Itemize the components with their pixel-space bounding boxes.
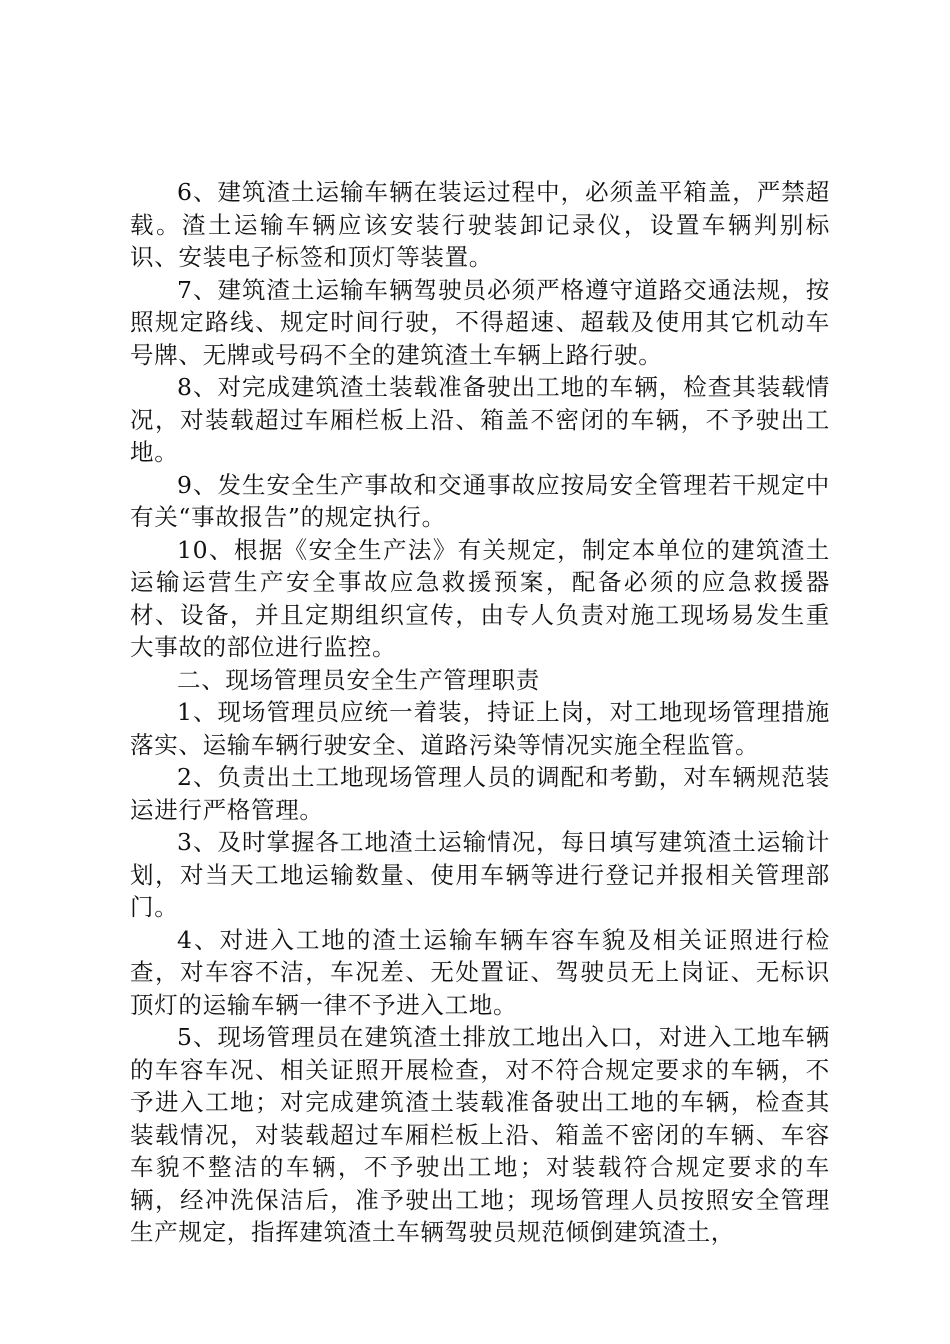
section-heading: 二、现场管理员安全生产管理职责	[177, 665, 540, 694]
paragraph-item-7: 7、建筑渣土运输车辆驾驶员必须严格遵守道路交通法规，按照规定路线、规定时间行驶，不得超速、超载及使用其它机动车号牌、无牌或号码不全的建筑渣土车辆上路行驶。	[130, 275, 830, 369]
paragraph-item-6: 6、建筑渣土运输车辆在装运过程中，必须盖平箱盖，严禁超载。渣土运输车辆应该安装行驶装卸记录仪，设置车辆判别标识、安装电子标签和顶灯等装置。	[130, 178, 830, 271]
duty-item-5: 5、现场管理员在建筑渣土排放工地出入口，对进入工地车辆的车容车况、相关证照开展检查，对不符合规定要求的车辆，不予进入工地；对完成建筑渣土装载准备驶出工地的车辆，检查其装载情况，对装载超过车厢栏板上沿、箱盖不密闭的车辆、车容车貌不整洁的车辆，不予驶出工地；对装载符合规定要求的车辆，经冲洗保洁后，准予驶出工地；现场管理人员按照安全管理生产规定，指挥建筑渣土车辆驾驶员规范倾倒建筑渣土，	[130, 1023, 830, 1246]
paragraph-item-10: 10、根据《安全生产法》有关规定，制定本单位的建筑渣土运输运营生产安全事故应急救援预案，配备必须的应急救援器材、设备，并且定期组织宣传，由专人负责对施工现场易发生重大事故的部位进行监控。	[130, 535, 830, 661]
document-body	[130, 176, 830, 1249]
duty-item-4: 4、对进入工地的渣土运输车辆车容车貌及相关证照进行检查，对车容不洁，车况差、无处置证、驾驶员无上岗证、无标识顶灯的运输车辆一律不予进入工地。	[130, 925, 830, 1019]
duty-item-2: 2、负责出土工地现场管理人员的调配和考勤，对车辆规范装运进行严格管理。	[130, 763, 830, 824]
duty-item-1: 1、现场管理员应统一着装，持证上岗，对工地现场管理措施落实、运输车辆行驶安全、道路污染等情况实施全程监管。	[130, 698, 830, 759]
paragraph-item-9: 9、发生安全生产事故和交通事故应按局安全管理若干规定中有关“事故报告”的规定执行。	[130, 470, 830, 531]
duty-item-3: 3、及时掌握各工地渣土运输情况，每日填写建筑渣土运输计划，对当天工地运输数量、使用车辆等进行登记并报相关管理部门。	[130, 828, 830, 921]
paragraph-item-8: 8、对完成建筑渣土装载准备驶出工地的车辆，检查其装载情况，对装载超过车厢栏板上沿、箱盖不密闭的车辆，不予驶出工地。	[130, 373, 830, 466]
